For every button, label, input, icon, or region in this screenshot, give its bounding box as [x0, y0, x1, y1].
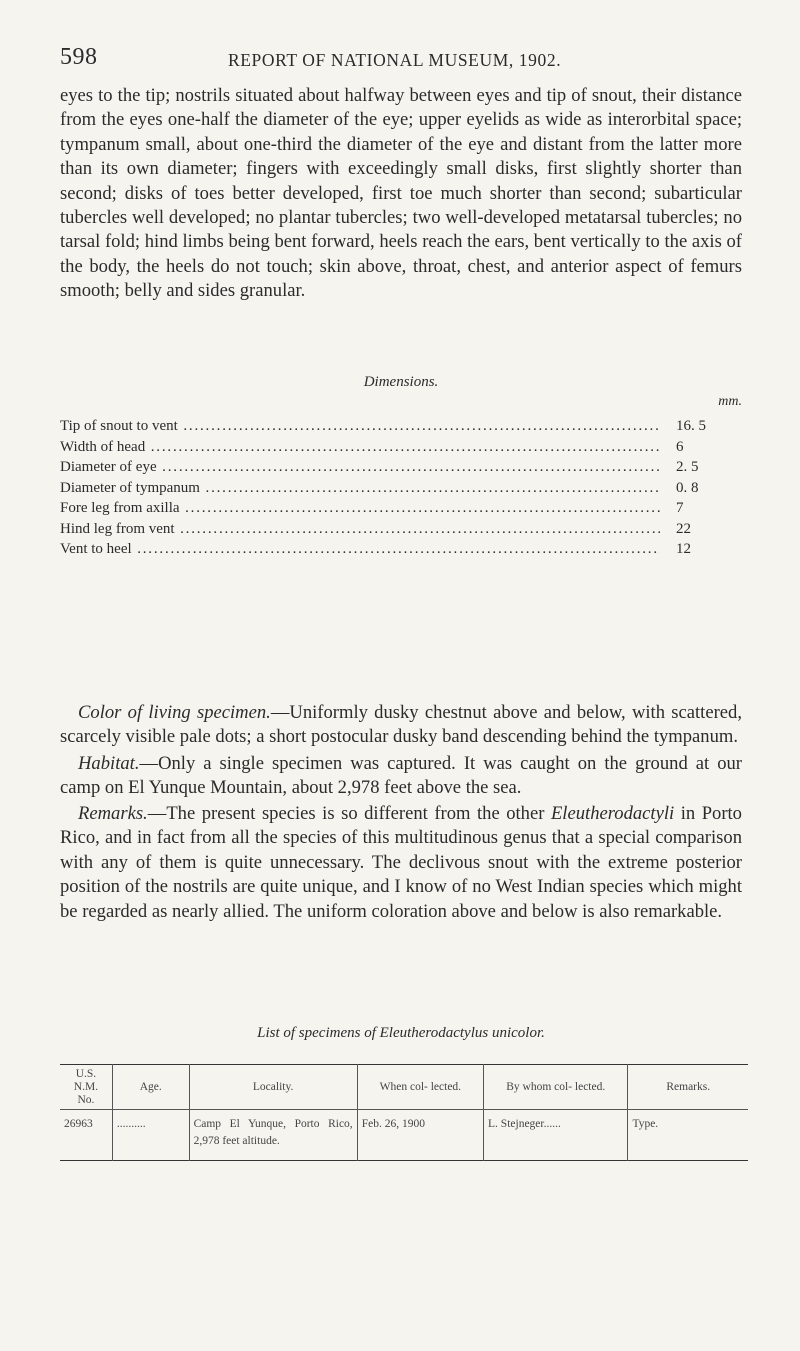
cell-when: Feb. 26, 1900: [357, 1110, 483, 1161]
color-paragraph: [60, 701, 742, 750]
dimension-row: [60, 539, 691, 560]
cell-no: 26963: [64, 1118, 93, 1130]
remarks-paragraph: [60, 802, 742, 924]
dimension-value: 0. 8: [676, 479, 699, 496]
column-header-no: U.S. N.M. No.: [73, 1067, 99, 1106]
dimension-label: Vent to heel .....: [60, 539, 660, 560]
specimen-table-header: [60, 1065, 748, 1110]
remarks-text-2: in Porto Rico, and in fact from all the species of this multitudinous genus that a special comparison with any of them is quite unnecessary. The declivous snout with the extreme posterior position of the nostrils are quite unique, and I know of no West Indian species which might be regarded as nearly allied. The uniform coloration above and below is also remarkable.: [60, 803, 742, 922]
column-header-locality: Locality.: [189, 1065, 357, 1110]
cell-remarks: Type.: [628, 1110, 748, 1161]
dimensions-title: Dimensions.: [363, 374, 439, 390]
header-title: REPORT OF NATIONAL MUSEUM, 1902.: [228, 50, 562, 70]
dimension-row: [60, 437, 682, 458]
column-header-by: By whom col- lected.: [484, 1065, 628, 1110]
table-row: [60, 1110, 748, 1161]
specimen-list-title: List of specimens of Eleutherodactylus unicolor.: [257, 1025, 545, 1041]
dimension-label: Diameter of tympanum .....: [60, 478, 660, 499]
running-head: [60, 44, 760, 74]
dimension-row: [60, 478, 699, 499]
remarks-heading: Remarks.: [78, 803, 148, 824]
dimension-row: [60, 416, 706, 437]
habitat-paragraph: [60, 752, 742, 801]
dimension-value: 6: [676, 438, 684, 455]
specimen-table: [60, 1064, 748, 1161]
column-header-when: When col- lected.: [357, 1065, 483, 1110]
dimension-value: 12: [676, 541, 691, 557]
dimension-label: Fore leg from axilla .....: [60, 498, 660, 519]
habitat-text: —Only a single specimen was captured. It was caught on the ground at our camp on El Yunque Mountain, about 2,978 feet above the sea.: [60, 753, 742, 799]
cell-age: ..........: [112, 1110, 189, 1161]
habitat-heading: Habitat.: [78, 753, 140, 774]
column-header-age: Age.: [112, 1065, 189, 1110]
description-paragraph: eyes to the tip; nostrils situated about halfway between eyes and tip of snout, their distance from the eyes one-half the diameter of the eye; upper eyelids as wide as interorbital space; tympanum small, about one-third the diameter of the eye and distant from the latter more than its own diameter; fingers with exceedingly small disks, first slightly shorter than second; disks of toes better developed, first toe much shorter than second; subarticular tubercles well developed; no plantar tubercles; two well-developed metatarsal tubercles; no tarsal fold; hind limbs being bent forward, heels reach the ears, bent vertically to the axis of the body, the heels do not touch; skin above, throat, chest, and anterior aspect of femurs smooth; belly and sides granular.: [60, 85, 742, 302]
genus-name: Eleutherodactyli: [550, 803, 675, 824]
cell-by: L. Stejneger......: [484, 1110, 628, 1161]
cell-locality: Camp El Yunque, Porto Rico, 2,978 feet altitude.: [189, 1110, 357, 1161]
color-heading: Color of living specimen.: [78, 702, 271, 723]
dimension-row: [60, 457, 699, 478]
dimensions-unit: mm.: [718, 394, 742, 409]
dimension-row: [60, 498, 682, 519]
dimension-value: 16. 5: [676, 418, 706, 434]
dimension-row: [60, 519, 691, 540]
column-header-remarks: Remarks.: [628, 1065, 748, 1110]
dimension-label: Hind leg from vent .....: [60, 519, 660, 540]
dimensions-table: [60, 416, 706, 560]
dimension-label: Tip of snout to vent .....: [60, 416, 660, 437]
dimension-label: Width of head .....: [60, 437, 660, 458]
color-text: —Uniformly dusky chestnut above and below, with scattered, scarcely visible pale dots; a short postocular dusky band descending behind the tympanum.: [60, 702, 742, 748]
dimension-label: Diameter of eye .....: [60, 457, 660, 478]
dimension-value: 2. 5: [676, 459, 699, 475]
dimension-value: 7: [676, 500, 684, 516]
dimension-value: 22: [676, 520, 691, 537]
remarks-text-1: —The present species is so different from the other: [147, 803, 551, 824]
page-number: 598: [60, 44, 98, 70]
